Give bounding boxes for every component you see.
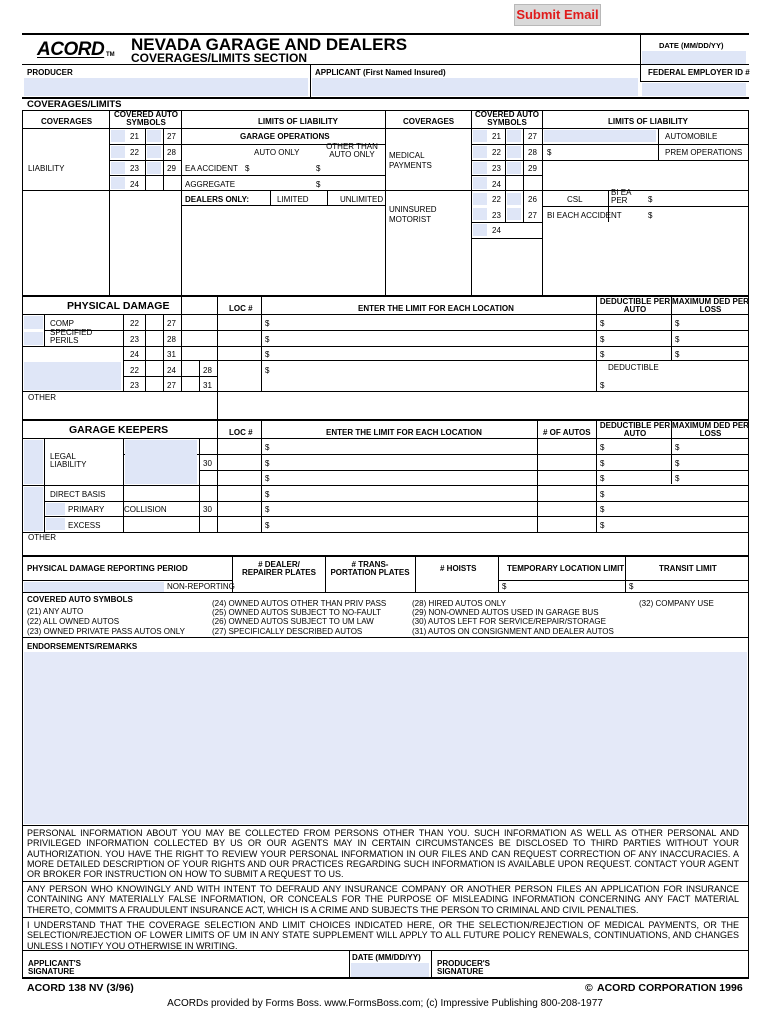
date-label: DATE (MM/DD/YY) [659,41,724,50]
gk-ded-dollar-4: $ [600,490,605,499]
pd-comp-label: COMP [50,319,74,328]
coverages-section-title: COVERAGES/LIMITS [27,99,122,110]
gk-limit-dollar-5: $ [265,505,270,514]
notice-fraud: ANY PERSON WHO KNOWINGLY AND WITH INTENT TO DEFRAUD ANY INSURANCE COMPANY OR ANOTHER PERSON FILES AN APPLICATION FOR INSURANCE CONTAINING ANY MATERIALLY FALSE INFORMATION, OR CONCEALS FOR THE PURPOSE OF MISLEADING INFORMATION CONCERNING ANY FACT MATERIAL THERETO, COMMITS A FRAUDULENT INSURANCE ACT, WHICH IS A CRIME AND SUBJECTS THE PERSON TO CRIMINAL AND CIVIL PENALTIES. [27,884,739,915]
checkbox-sym22[interactable] [111,146,125,158]
temp-location-dollar: $ [502,582,507,591]
pd-col-sym-24: 24 [167,366,176,375]
legend-24: (24) OWNED AUTOS OTHER THAN PRIV PASS [212,599,387,608]
aggregate-label: AGGREGATE [185,180,236,189]
submit-email-button[interactable]: Submit Email [514,4,601,26]
ea-accident-label: EA ACCIDENT [185,164,238,173]
gk-excess-label: EXCESS [68,521,101,530]
pd-specified-perils-checkbox[interactable] [24,332,43,345]
checkbox-sym24[interactable] [111,177,125,189]
checkbox-um-sym23[interactable] [473,208,487,220]
producer-input[interactable] [24,78,308,96]
symbol-24: 24 [130,180,139,189]
col-limits: LIMITS OF LIABILITY [258,117,338,126]
gk-max-dollar-2: $ [675,459,680,468]
gk-limit-dollar-4: $ [265,490,270,499]
producer-signature-label: PRODUCER'S SIGNATURE [437,959,491,976]
signature-date-label: DATE (MM/DD/YY) [352,953,421,962]
automobile-checkbox[interactable] [544,130,656,142]
non-reporting-label: NON-REPORTING [167,582,235,591]
legend-30: (30) AUTOS LEFT FOR SERVICE/REPAIR/STORAGE [412,617,606,626]
producer-label: PRODUCER [27,68,73,77]
bi-each-accident-dollar: $ [648,211,653,220]
pd-sym-31: 31 [167,350,176,359]
gk-ded-dollar-1: $ [600,443,605,452]
bi-ea-per-label: BI EA PER [611,188,632,205]
legend-27: (27) SPECIFICALLY DESCRIBED AUTOS [212,627,363,636]
checkbox-r-sym21[interactable] [473,130,487,142]
checkbox-r-sym22[interactable] [473,146,487,158]
symbol-r-29: 29 [528,164,537,173]
legend-26: (26) OWNED AUTOS SUBJECT TO UM LAW [212,617,374,626]
col-coverages-right: COVERAGES [403,117,455,126]
checkbox-um-sym27[interactable] [507,208,521,220]
symbol-29: 29 [167,164,176,173]
legend-25: (25) OWNED AUTOS SUBJECT TO NO-FAULT [212,608,382,617]
pd-deductible-header: DEDUCTIBLE PER AUTO [599,297,671,314]
col-coverages: COVERAGES [41,117,93,126]
symbol-28: 28 [167,148,176,157]
acord-logo: ACORD [37,39,105,60]
ea-accident-dollar: $ [245,164,250,173]
pd-col-sym-27: 27 [167,381,176,390]
gk-legal-liability-checkbox[interactable] [24,440,43,484]
gk-enter-limit-header: ENTER THE LIMIT FOR EACH LOCATION [326,428,482,437]
checkbox-sym28[interactable] [147,146,161,158]
pd-ded-dollar-4: $ [600,381,605,390]
checkbox-r-sym24[interactable] [473,177,487,189]
non-reporting-checkbox[interactable] [24,582,164,592]
dealer-plates-header: # DEALER/ REPAIRER PLATES [242,560,316,577]
pd-sym-24: 24 [130,350,139,359]
pd-max-dollar-3: $ [675,350,680,359]
checkbox-sym21[interactable] [111,130,125,142]
pd-col-sym-31: 31 [203,381,212,390]
gk-max-dollar-3: $ [675,474,680,483]
pd-sym-23: 23 [130,335,139,344]
gk-sym-30: 30 [203,459,212,468]
transportation-plates-header: # TRANS- PORTATION PLATES [330,560,410,577]
provided-by: ACORDs provided by Forms Boss. www.FormsBoss.com; (c) Impressive Publishing 800-208-1977 [167,998,603,1009]
col-limits-right: LIMITS OF LIABILITY [608,117,688,126]
legend-22: (22) ALL OWNED AUTOS [27,617,120,626]
symbol-r-24: 24 [492,180,501,189]
pd-max-dollar-2: $ [675,335,680,344]
gk-primary-checkbox[interactable] [46,503,65,515]
pd-enter-limit-header: ENTER THE LIMIT FOR EACH LOCATION [358,304,514,313]
symbol-r-28: 28 [528,148,537,157]
dealers-only-label: DEALERS ONLY: [185,195,250,204]
physical-damage-table [22,297,749,421]
notice-understand: I UNDERSTAND THAT THE COVERAGE SELECTION AND LIMIT CHOICES INDICATED HERE, OR THE SELECTION/REJECTION OF MEDICAL PAYMENTS, OR THE SELECTION/REJECTION OF LOWER LIMITS OF UM IN ANY STATE SUPPLEMENT WILL APPLY TO ALL FUTURE POLICY RENEWALS, CONTINUATIONS, AND CHANGES UNLESS I NOTIFY YOU OTHERWISE IN WRITING. [27,920,739,951]
fein-input[interactable] [642,83,746,96]
col-covered-auto-symbols-right: COVERED AUTO SYMBOLS [474,110,539,127]
gk-max-dollar-1: $ [675,443,680,452]
gk-excess-checkbox[interactable] [46,518,65,530]
checkbox-um-sym24[interactable] [473,224,487,236]
gk-primary-label: PRIMARY [68,505,105,514]
applicant-label: APPLICANT (First Named Insured) [315,68,446,77]
pd-ded-dollar-3: $ [600,350,605,359]
checkbox-r-sym23[interactable] [473,162,487,174]
other-than-auto-only-label: OTHER THAN AUTO ONLY [326,142,378,159]
pd-comp-checkbox[interactable] [24,316,43,329]
symbol-um-26: 26 [528,195,537,204]
pd-ded-dollar-1: $ [600,319,605,328]
transit-limit-header: TRANSIT LIMIT [659,564,717,573]
applicant-input[interactable] [312,78,638,96]
gk-limit-dollar-3: $ [265,474,270,483]
symbols-legend-title: COVERED AUTO SYMBOLS [27,595,133,604]
gk-limit-dollar-1: $ [265,443,270,452]
signature-date-input[interactable] [351,963,429,977]
prem-operations-label: PREM OPERATIONS [665,148,743,157]
checkbox-r-sym29[interactable] [507,162,521,174]
applicant-signature-label: APPLICANT'S SIGNATURE [28,959,82,976]
legend-31: (31) AUTOS ON CONSIGNMENT AND DEALER AUTOS [412,627,614,636]
gk-limit-dollar-6: $ [265,521,270,530]
symbol-21: 21 [130,132,139,141]
pd-col-sym-23: 23 [130,381,139,390]
pd-sym-28: 28 [167,335,176,344]
form-id: ACORD 138 NV (3/96) [27,982,134,994]
hoists-header: # HOISTS [440,564,477,573]
legend-23: (23) OWNED PRIVATE PASS AUTOS ONLY [27,627,185,636]
garage-operations-label: GARAGE OPERATIONS [240,132,330,141]
gk-num-autos-header: # OF AUTOS [543,428,591,437]
legend-29: (29) NON-OWNED AUTOS USED IN GARAGE BUS [412,608,599,617]
checkbox-r-sym27[interactable] [507,130,521,142]
gk-ded-dollar-3: $ [600,474,605,483]
symbol-r-22: 22 [492,148,501,157]
gk-comp-select[interactable] [125,440,197,484]
med-pay-dollar: $ [547,148,552,157]
gk-legal-liability-label: LEGAL LIABILITY [50,452,87,469]
pd-limit-dollar-3: $ [265,350,270,359]
pd-limit-dollar-4: $ [265,366,270,375]
copyright: ACORD CORPORATION 1996 [597,982,743,994]
pd-collision-checkbox[interactable] [24,362,121,390]
legend-21: (21) ANY AUTO [27,607,84,616]
csl-label: CSL [567,195,583,204]
pd-deductible-label: DEDUCTIBLE [608,363,659,372]
pd-loc-header: LOC # [229,304,253,313]
pd-max-dollar-1: $ [675,319,680,328]
transit-limit-dollar: $ [629,582,634,591]
pd-max-ded-header: MAXIMUM DED PER LOSS [672,297,749,314]
temp-location-header: TEMPORARY LOCATION LIMIT [507,564,625,573]
checkbox-um-sym26[interactable] [507,193,521,205]
gk-direct-basis-checkbox[interactable] [24,487,43,531]
fein-label: FEDERAL EMPLOYER ID # [648,68,750,77]
symbol-r-27: 27 [528,132,537,141]
gk-max-ded-header: MAXIMUM DED PER LOSS [672,421,749,438]
symbol-um-22: 22 [492,195,501,204]
form-subtitle: COVERAGES/LIMITS SECTION [131,51,308,65]
physical-damage-title: PHYSICAL DAMAGE [67,300,170,312]
gk-collision-label: COLLISION [124,505,167,514]
medical-payments-label: MEDICAL PAYMENTS [389,151,432,170]
pd-limit-dollar-1: $ [265,319,270,328]
form-title: NEVADA GARAGE AND DEALERS [131,35,408,54]
pd-limit-dollar-2: $ [265,335,270,344]
reporting-period-label: PHYSICAL DAMAGE REPORTING PERIOD [27,564,188,573]
symbol-22: 22 [130,148,139,157]
liability-label: LIABILITY [28,164,65,173]
auto-only-label: AUTO ONLY [254,148,300,157]
checkbox-r-sym28[interactable] [507,146,521,158]
pd-specified-perils-label: SPECIFIED PERILS [50,328,93,345]
ea-accident-dollar-2: $ [316,164,321,173]
checkbox-um-sym22[interactable] [473,193,487,205]
symbol-r-23: 23 [492,164,501,173]
symbol-r-21: 21 [492,132,501,141]
aggregate-dollar: $ [316,180,321,189]
automobile-label: AUTOMOBILE [665,132,718,141]
gk-limit-dollar-2: $ [265,459,270,468]
gk-collision-sym-30: 30 [203,505,212,514]
col-covered-auto-symbols: COVERED AUTO SYMBOLS [113,110,178,127]
symbol-27: 27 [167,132,176,141]
gk-ded-dollar-6: $ [600,521,605,530]
pd-other-label: OTHER [28,393,56,402]
symbol-um-23: 23 [492,211,501,220]
gk-loc-header: LOC # [229,428,253,437]
pd-sym-22: 22 [130,319,139,328]
checkbox-sym27[interactable] [147,130,161,142]
gk-ded-dollar-2: $ [600,459,605,468]
pd-sym-27: 27 [167,319,176,328]
date-input[interactable] [642,51,746,64]
symbol-23: 23 [130,164,139,173]
endorsements-textarea[interactable] [24,652,747,824]
gk-other-label: OTHER [28,533,56,542]
limited-label: LIMITED [277,195,309,204]
gk-ded-dollar-5: $ [600,505,605,514]
gk-direct-basis-label: DIRECT BASIS [50,490,106,499]
pd-ded-dollar-2: $ [600,335,605,344]
notice-personal-info: PERSONAL INFORMATION ABOUT YOU MAY BE COLLECTED FROM PERSONS OTHER THAN YOU. SUCH INFORMATION AS WELL AS OTHER PERSONAL AND PRIVILEGED INFORMATION COLLECTED BY US OR OUR AGENTS MAY IN CERTAIN CIRCUMSTANCES BE DISCLOSED TO THIRD PARTIES WITHOUT YOUR AUTHORIZATION. YOU HAVE THE RIGHT TO REVIEW YOUR PERSONAL INFORMATION IN OUR FILES AND CAN REQUEST CORRECTION OF ANY INACCURACIES. A MORE DETAILED DESCRIPTION OF YOUR RIGHTS AND OUR PRACTICES REGARDING SUCH INFORMATION IS AVAILABLE UPON REQUEST. CONTACT YOUR AGENT OR BROKER FOR INSTRUCTION ON HOW TO SUBMIT A REQUEST TO US. [27,828,739,880]
garage-keepers-title: GARAGE KEEPERS [69,424,169,436]
legend-28: (28) HIRED AUTOS ONLY [412,599,506,608]
checkbox-sym23[interactable] [111,162,125,174]
unlimited-label: UNLIMITED [340,195,384,204]
symbol-um-24: 24 [492,226,501,235]
symbol-um-27: 27 [528,211,537,220]
bi-each-accident-label: BI EACH ACCIDENT [547,211,622,220]
copyright-symbol: © [585,982,593,994]
bi-ea-per-dollar: $ [648,195,653,204]
trademark-mark: TM [106,52,115,58]
endorsements-label: ENDORSEMENTS/REMARKS [27,642,138,651]
gk-deductible-header: DEDUCTIBLE PER AUTO [599,421,671,438]
checkbox-sym29[interactable] [147,162,161,174]
uninsured-motorist-label: UNINSURED MOTORIST [389,205,437,224]
pd-col-sym-22: 22 [130,366,139,375]
pd-col-sym-28: 28 [203,366,212,375]
legend-32: (32) COMPANY USE [639,599,714,608]
